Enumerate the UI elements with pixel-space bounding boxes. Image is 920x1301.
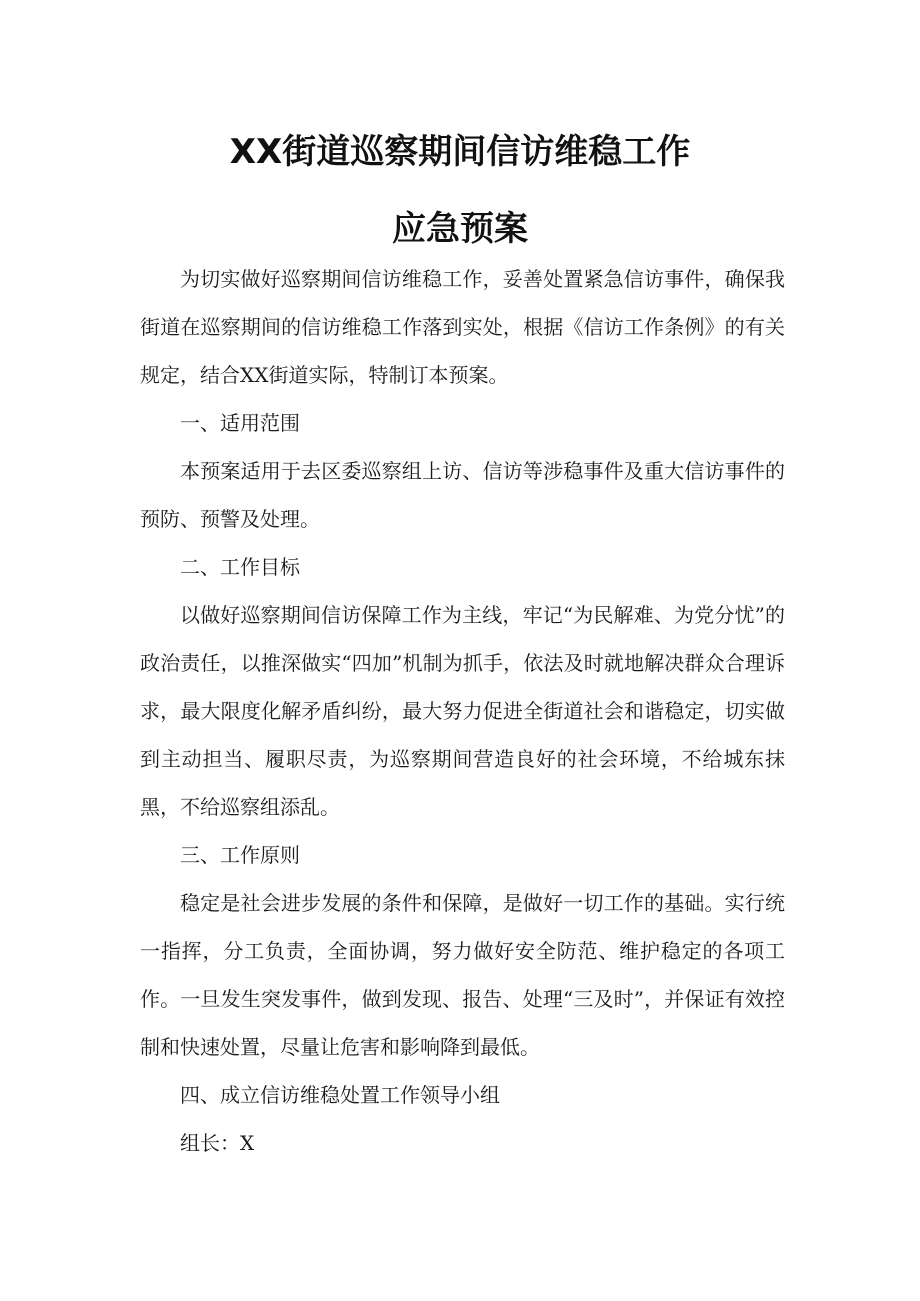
goals-paragraph: 以做好巡察期间信访保障工作为主线，牢记“为民解难、为党分忧”的政治责任，以推深做实“四加”机制为抓手，依法及时就地解决群众合理诉求，最大限度化解矛盾纠纷，最大努力促进全街道社会和谐稳定，切实做到主动担当、履职尽责，为巡察期间营造良好的社会环境，不给城东抹黑，不给巡察组添乱。 <box>140 603 785 819</box>
section-heading-principles: 三、工作原则 <box>180 843 300 867</box>
section-heading-scope: 一、适用范围 <box>180 411 300 435</box>
intro-paragraph: 为切实做好巡察期间信访维稳工作，妥善处置紧急信访事件，确保我街道在巡察期间的信访维稳工作落到实处，根据《信访工作条例》的有关规定，结合XX街道实际，特制订本预案。 <box>140 267 785 387</box>
document-body <box>140 255 785 1167</box>
scope-paragraph: 本预案适用于去区委巡察组上访、信访等涉稳事件及重大信访事件的预防、预警及处理。 <box>140 459 785 531</box>
section-heading-leadership-group: 四、成立信访维稳处置工作领导小组 <box>180 1083 500 1107</box>
group-leader-line: 组长：X <box>180 1131 255 1155</box>
principles-paragraph: 稳定是社会进步发展的条件和保障，是做好一切工作的基础。实行统一指挥，分工负责，全面协调，努力做好安全防范、维护稳定的各项工作。一旦发生突发事件，做到发现、报告、处理“三及时”，并保证有效控制和快速处置，尽量让危害和影响降到最低。 <box>140 891 785 1059</box>
document-title-line-2: 应急预案 <box>392 209 528 249</box>
document-title-line-1: XX街道巡察期间信访维稳工作 <box>229 132 691 172</box>
section-heading-goals: 二、工作目标 <box>180 555 300 579</box>
